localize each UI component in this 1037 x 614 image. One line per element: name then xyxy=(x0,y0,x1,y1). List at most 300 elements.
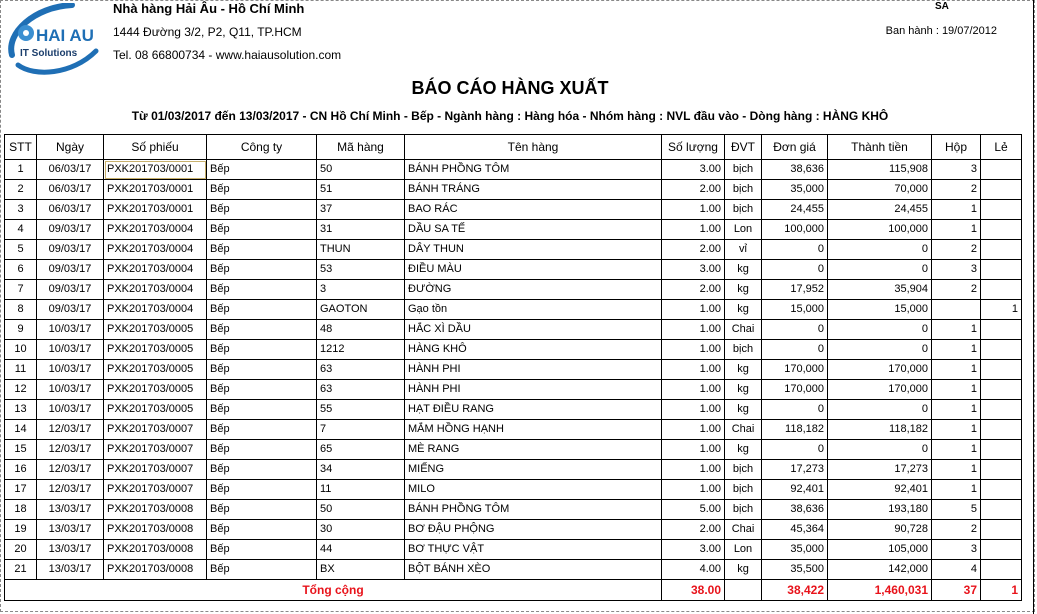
row-date: 13/03/17 xyxy=(37,520,104,540)
row-unit-price: 118,182 xyxy=(762,420,828,440)
row-stt: 14 xyxy=(5,420,37,440)
table-row[interactable] xyxy=(5,380,1022,400)
row-stt: 11 xyxy=(5,360,37,380)
row-item-name: MẮM HỒNG HẠNH xyxy=(405,420,662,440)
row-item-code: 11 xyxy=(317,480,405,500)
row-unit: bịch xyxy=(725,480,762,500)
row-unit-price: 35,000 xyxy=(762,540,828,560)
company-address: 1444 Đường 3/2, P2, Q11, TP.HCM xyxy=(113,25,302,39)
row-date: 09/03/17 xyxy=(37,240,104,260)
row-quantity: 1.00 xyxy=(662,300,725,320)
row-item-name: BỘT BÁNH XÈO xyxy=(405,560,662,580)
row-unit: Chai xyxy=(725,420,762,440)
row-item-code: BX xyxy=(317,560,405,580)
row-amount: 92,401 xyxy=(828,480,932,500)
row-loose xyxy=(981,320,1022,340)
row-item-code: 7 xyxy=(317,420,405,440)
row-quantity: 3.00 xyxy=(662,160,725,180)
row-amount: 142,000 xyxy=(828,560,932,580)
table-row[interactable] xyxy=(5,480,1022,500)
table-row[interactable] xyxy=(5,420,1022,440)
column-header: Mã hàng xyxy=(317,135,405,160)
row-company: Bếp xyxy=(207,380,317,400)
row-unit-price: 100,000 xyxy=(762,220,828,240)
row-voucher: PXK201703/0008 xyxy=(104,520,207,540)
row-item-code: 63 xyxy=(317,360,405,380)
row-quantity: 1.00 xyxy=(662,460,725,480)
row-item-name: ĐƯỜNG xyxy=(405,280,662,300)
row-stt: 1 xyxy=(5,160,37,180)
row-company: Bếp xyxy=(207,180,317,200)
row-loose xyxy=(981,540,1022,560)
row-amount: 70,000 xyxy=(828,180,932,200)
row-item-code: GAOTON xyxy=(317,300,405,320)
row-item-name: Gạo tồn xyxy=(405,300,662,320)
row-item-code: 50 xyxy=(317,160,405,180)
row-item-code: 31 xyxy=(317,220,405,240)
row-unit-price: 38,636 xyxy=(762,500,828,520)
row-stt: 5 xyxy=(5,240,37,260)
row-boxes: 1 xyxy=(932,400,981,420)
row-quantity: 1.00 xyxy=(662,320,725,340)
row-boxes: 1 xyxy=(932,360,981,380)
row-boxes: 3 xyxy=(932,260,981,280)
logo-subtext: IT Solutions xyxy=(20,48,78,59)
report-subtitle: Từ 01/03/2017 đến 13/03/2017 - CN Hồ Chí Minh - Bếp - Ngành hàng : Hàng hóa - Nhóm hàng : NVL đầu vào - Dòng hàng : HÀNG KHÔ xyxy=(131,109,889,123)
row-date: 09/03/17 xyxy=(37,280,104,300)
row-stt: 9 xyxy=(5,320,37,340)
table-row[interactable] xyxy=(5,240,1022,260)
row-unit: bịch xyxy=(725,340,762,360)
row-voucher: PXK201703/0008 xyxy=(104,500,207,520)
row-amount: 100,000 xyxy=(828,220,932,240)
row-unit: bịch xyxy=(725,500,762,520)
column-header: Ngày xyxy=(37,135,104,160)
row-item-name: MIẾNG xyxy=(405,460,662,480)
row-unit: kg xyxy=(725,380,762,400)
totals-loose: 1 xyxy=(981,580,1022,601)
table-row[interactable] xyxy=(5,520,1022,540)
row-company: Bếp xyxy=(207,400,317,420)
row-unit-price: 0 xyxy=(762,260,828,280)
row-quantity: 2.00 xyxy=(662,240,725,260)
row-unit-price: 0 xyxy=(762,340,828,360)
row-item-name: HÀNG KHÔ xyxy=(405,340,662,360)
table-row[interactable] xyxy=(5,300,1022,320)
table-row[interactable] xyxy=(5,540,1022,560)
row-voucher: PXK201703/0005 xyxy=(104,340,207,360)
row-item-name: BÁNH PHỒNG TÔM xyxy=(405,500,662,520)
company-name: Nhà hàng Hải Âu - Hồ Chí Minh xyxy=(113,1,305,16)
row-unit-price: 35,500 xyxy=(762,560,828,580)
row-company: Bếp xyxy=(207,500,317,520)
row-date: 10/03/17 xyxy=(37,400,104,420)
row-loose xyxy=(981,380,1022,400)
row-item-code: 53 xyxy=(317,260,405,280)
row-date: 09/03/17 xyxy=(37,300,104,320)
row-company: Bếp xyxy=(207,160,317,180)
row-loose xyxy=(981,420,1022,440)
row-amount: 90,728 xyxy=(828,520,932,540)
row-company: Bếp xyxy=(207,260,317,280)
row-date: 09/03/17 xyxy=(37,260,104,280)
row-quantity: 1.00 xyxy=(662,400,725,420)
row-stt: 19 xyxy=(5,520,37,540)
row-item-code: THUN xyxy=(317,240,405,260)
row-stt: 20 xyxy=(5,540,37,560)
row-loose: 1 xyxy=(981,300,1022,320)
row-voucher: PXK201703/0005 xyxy=(104,360,207,380)
row-loose xyxy=(981,520,1022,540)
row-loose xyxy=(981,500,1022,520)
row-unit-price: 17,273 xyxy=(762,460,828,480)
column-header: Tên hàng xyxy=(405,135,662,160)
row-item-code: 51 xyxy=(317,180,405,200)
row-unit: bịch xyxy=(725,460,762,480)
row-boxes: 5 xyxy=(932,500,981,520)
logo-text: HAI AU xyxy=(36,26,94,45)
row-boxes: 1 xyxy=(932,420,981,440)
row-date: 10/03/17 xyxy=(37,320,104,340)
row-stt: 6 xyxy=(5,260,37,280)
row-company: Bếp xyxy=(207,420,317,440)
row-stt: 3 xyxy=(5,200,37,220)
export-report-table xyxy=(4,134,1022,601)
table-row[interactable] xyxy=(5,180,1022,200)
column-header: Số lượng xyxy=(662,135,725,160)
row-loose xyxy=(981,400,1022,420)
row-boxes: 1 xyxy=(932,440,981,460)
row-unit-price: 92,401 xyxy=(762,480,828,500)
row-quantity: 1.00 xyxy=(662,420,725,440)
row-quantity: 1.00 xyxy=(662,340,725,360)
column-header: Hộp xyxy=(932,135,981,160)
row-stt: 10 xyxy=(5,340,37,360)
row-boxes: 1 xyxy=(932,460,981,480)
row-item-name: BƠ ĐẬU PHỘNG xyxy=(405,520,662,540)
totals-amount: 1,460,031 xyxy=(828,580,932,601)
row-boxes: 3 xyxy=(932,160,981,180)
column-header: STT xyxy=(5,135,37,160)
row-unit: kg xyxy=(725,560,762,580)
row-loose xyxy=(981,200,1022,220)
row-item-code: 37 xyxy=(317,200,405,220)
row-quantity: 2.00 xyxy=(662,520,725,540)
table-row[interactable] xyxy=(5,160,1022,180)
issued-date: Ban hành : 19/07/2012 xyxy=(885,25,997,37)
row-loose xyxy=(981,480,1022,500)
logo-graphic xyxy=(4,3,102,79)
row-amount: 105,000 xyxy=(828,540,932,560)
row-unit-price: 0 xyxy=(762,440,828,460)
table-row[interactable] xyxy=(5,360,1022,380)
corner-code: SA xyxy=(935,1,949,12)
row-stt: 13 xyxy=(5,400,37,420)
row-loose xyxy=(981,180,1022,200)
row-amount: 0 xyxy=(828,340,932,360)
row-quantity: 1.00 xyxy=(662,380,725,400)
row-amount: 193,180 xyxy=(828,500,932,520)
totals-quantity: 38.00 xyxy=(662,580,725,601)
table-row[interactable] xyxy=(5,320,1022,340)
row-company: Bếp xyxy=(207,200,317,220)
row-date: 10/03/17 xyxy=(37,340,104,360)
row-quantity: 3.00 xyxy=(662,540,725,560)
table-row[interactable] xyxy=(5,340,1022,360)
row-amount: 0 xyxy=(828,440,932,460)
row-item-name: BƠ THỰC VẬT xyxy=(405,540,662,560)
row-unit-price: 35,000 xyxy=(762,180,828,200)
totals-label: Tổng cộng xyxy=(5,580,662,601)
row-voucher: PXK201703/0007 xyxy=(104,440,207,460)
row-quantity: 2.00 xyxy=(662,180,725,200)
row-unit: vỉ xyxy=(725,240,762,260)
row-unit: kg xyxy=(725,400,762,420)
row-quantity: 1.00 xyxy=(662,440,725,460)
row-item-code: 65 xyxy=(317,440,405,460)
row-boxes: 1 xyxy=(932,320,981,340)
row-voucher: PXK201703/0001 xyxy=(104,200,207,220)
row-company: Bếp xyxy=(207,560,317,580)
row-loose xyxy=(981,340,1022,360)
row-company: Bếp xyxy=(207,540,317,560)
page-edge-line xyxy=(1033,0,1034,614)
row-date: 06/03/17 xyxy=(37,180,104,200)
row-company: Bếp xyxy=(207,320,317,340)
row-stt: 2 xyxy=(5,180,37,200)
row-date: 13/03/17 xyxy=(37,500,104,520)
row-quantity: 1.00 xyxy=(662,360,725,380)
row-boxes: 1 xyxy=(932,480,981,500)
row-item-name: BÁNH TRÁNG xyxy=(405,180,662,200)
row-date: 12/03/17 xyxy=(37,420,104,440)
row-stt: 21 xyxy=(5,560,37,580)
row-boxes: 4 xyxy=(932,560,981,580)
table-row[interactable] xyxy=(5,220,1022,240)
row-unit: bịch xyxy=(725,200,762,220)
row-unit-price: 170,000 xyxy=(762,360,828,380)
row-quantity: 4.00 xyxy=(662,560,725,580)
row-quantity: 1.00 xyxy=(662,200,725,220)
row-unit-price: 0 xyxy=(762,400,828,420)
row-voucher: PXK201703/0005 xyxy=(104,400,207,420)
row-voucher: PXK201703/0007 xyxy=(104,460,207,480)
row-unit-price: 15,000 xyxy=(762,300,828,320)
row-item-name: HẠT ĐIỀU RANG xyxy=(405,400,662,420)
row-quantity: 2.00 xyxy=(662,280,725,300)
row-quantity: 5.00 xyxy=(662,500,725,520)
row-date: 12/03/17 xyxy=(37,460,104,480)
row-stt: 12 xyxy=(5,380,37,400)
row-voucher: PXK201703/0004 xyxy=(104,300,207,320)
column-header: Thành tiền xyxy=(828,135,932,160)
column-header: Số phiếu xyxy=(104,135,207,160)
row-boxes: 1 xyxy=(932,340,981,360)
row-company: Bếp xyxy=(207,480,317,500)
table-row[interactable] xyxy=(5,260,1022,280)
table-row[interactable] xyxy=(5,400,1022,420)
row-voucher: PXK201703/0001 xyxy=(104,180,207,200)
row-stt: 4 xyxy=(5,220,37,240)
row-date: 13/03/17 xyxy=(37,560,104,580)
row-voucher: PXK201703/0004 xyxy=(104,220,207,240)
row-date: 06/03/17 xyxy=(37,160,104,180)
row-boxes xyxy=(932,300,981,320)
row-unit: kg xyxy=(725,280,762,300)
row-boxes: 1 xyxy=(932,200,981,220)
row-stt: 15 xyxy=(5,440,37,460)
row-unit-price: 170,000 xyxy=(762,380,828,400)
row-item-name: MÈ RANG xyxy=(405,440,662,460)
column-header: Đơn giá xyxy=(762,135,828,160)
row-unit: Lon xyxy=(725,540,762,560)
row-item-code: 44 xyxy=(317,540,405,560)
row-boxes: 2 xyxy=(932,520,981,540)
row-voucher: PXK201703/0007 xyxy=(104,480,207,500)
table-row[interactable] xyxy=(5,560,1022,580)
row-unit: bịch xyxy=(725,160,762,180)
row-voucher: PXK201703/0008 xyxy=(104,540,207,560)
row-amount: 17,273 xyxy=(828,460,932,480)
row-loose xyxy=(981,560,1022,580)
column-header: Công ty xyxy=(207,135,317,160)
row-item-name: HẮC XÌ DẦU xyxy=(405,320,662,340)
column-header: Lẻ xyxy=(981,135,1022,160)
row-amount: 170,000 xyxy=(828,360,932,380)
row-voucher: PXK201703/0004 xyxy=(104,240,207,260)
row-unit: Chai xyxy=(725,520,762,540)
row-unit-price: 0 xyxy=(762,240,828,260)
row-stt: 16 xyxy=(5,460,37,480)
table-row[interactable] xyxy=(5,200,1022,220)
row-company: Bếp xyxy=(207,240,317,260)
row-boxes: 1 xyxy=(932,220,981,240)
row-company: Bếp xyxy=(207,520,317,540)
row-boxes: 3 xyxy=(932,540,981,560)
report-title: BÁO CÁO HÀNG XUẤT xyxy=(411,78,609,98)
row-voucher: PXK201703/0005 xyxy=(104,380,207,400)
row-stt: 17 xyxy=(5,480,37,500)
row-date: 06/03/17 xyxy=(37,200,104,220)
row-item-code: 30 xyxy=(317,520,405,540)
row-item-code: 1212 xyxy=(317,340,405,360)
table-row[interactable] xyxy=(5,500,1022,520)
row-unit: Lon xyxy=(725,220,762,240)
row-loose xyxy=(981,220,1022,240)
table-body xyxy=(5,160,1022,580)
table-row[interactable] xyxy=(5,440,1022,460)
row-voucher: PXK201703/0004 xyxy=(104,280,207,300)
row-date: 10/03/17 xyxy=(37,360,104,380)
row-loose xyxy=(981,460,1022,480)
row-date: 12/03/17 xyxy=(37,480,104,500)
row-boxes: 2 xyxy=(932,280,981,300)
row-unit-price: 0 xyxy=(762,320,828,340)
row-item-code: 55 xyxy=(317,400,405,420)
row-amount: 0 xyxy=(828,320,932,340)
row-amount: 170,000 xyxy=(828,380,932,400)
table-header-row xyxy=(5,135,1022,160)
row-company: Bếp xyxy=(207,340,317,360)
row-date: 12/03/17 xyxy=(37,440,104,460)
column-header: ĐVT xyxy=(725,135,762,160)
row-loose xyxy=(981,160,1022,180)
row-date: 13/03/17 xyxy=(37,540,104,560)
row-company: Bếp xyxy=(207,460,317,480)
totals-unit-empty xyxy=(725,580,762,601)
row-voucher: PXK201703/0001 xyxy=(104,160,207,180)
row-amount: 15,000 xyxy=(828,300,932,320)
row-boxes: 2 xyxy=(932,180,981,200)
row-item-code: 3 xyxy=(317,280,405,300)
row-company: Bếp xyxy=(207,220,317,240)
row-amount: 0 xyxy=(828,240,932,260)
row-voucher: PXK201703/0004 xyxy=(104,260,207,280)
row-loose xyxy=(981,260,1022,280)
row-date: 10/03/17 xyxy=(37,380,104,400)
row-item-code: 34 xyxy=(317,460,405,480)
row-unit: bịch xyxy=(725,180,762,200)
row-stt: 7 xyxy=(5,280,37,300)
row-stt: 8 xyxy=(5,300,37,320)
row-unit: kg xyxy=(725,260,762,280)
row-company: Bếp xyxy=(207,440,317,460)
row-unit: kg xyxy=(725,440,762,460)
row-amount: 0 xyxy=(828,400,932,420)
row-unit-price: 24,455 xyxy=(762,200,828,220)
row-quantity: 1.00 xyxy=(662,480,725,500)
row-unit-price: 38,636 xyxy=(762,160,828,180)
row-amount: 24,455 xyxy=(828,200,932,220)
row-amount: 118,182 xyxy=(828,420,932,440)
row-loose xyxy=(981,280,1022,300)
row-company: Bếp xyxy=(207,280,317,300)
totals-row xyxy=(5,580,1022,601)
row-item-name: BÁNH PHỒNG TÔM xyxy=(405,160,662,180)
row-date: 09/03/17 xyxy=(37,220,104,240)
row-amount: 0 xyxy=(828,260,932,280)
row-voucher: PXK201703/0007 xyxy=(104,420,207,440)
row-item-name: MILO xyxy=(405,480,662,500)
company-logo xyxy=(4,3,102,79)
row-item-name: DÂY THUN xyxy=(405,240,662,260)
company-contact: Tel. 08 66800734 - www.haiausolution.com xyxy=(113,48,342,62)
row-stt: 18 xyxy=(5,500,37,520)
row-unit-price: 45,364 xyxy=(762,520,828,540)
row-quantity: 1.00 xyxy=(662,220,725,240)
table-row[interactable] xyxy=(5,460,1022,480)
row-unit: kg xyxy=(725,360,762,380)
row-loose xyxy=(981,240,1022,260)
table-row[interactable] xyxy=(5,280,1022,300)
row-amount: 115,908 xyxy=(828,160,932,180)
row-voucher: PXK201703/0005 xyxy=(104,320,207,340)
row-loose xyxy=(981,360,1022,380)
row-item-name: DẦU SA TẾ xyxy=(405,220,662,240)
row-unit: Chai xyxy=(725,320,762,340)
row-quantity: 3.00 xyxy=(662,260,725,280)
row-voucher: PXK201703/0008 xyxy=(104,560,207,580)
row-amount: 35,904 xyxy=(828,280,932,300)
row-item-name: HÀNH PHI xyxy=(405,360,662,380)
row-company: Bếp xyxy=(207,300,317,320)
row-boxes: 1 xyxy=(932,380,981,400)
row-boxes: 2 xyxy=(932,240,981,260)
row-unit-price: 17,952 xyxy=(762,280,828,300)
row-item-name: BAO RÁC xyxy=(405,200,662,220)
row-loose xyxy=(981,440,1022,460)
row-item-code: 50 xyxy=(317,500,405,520)
